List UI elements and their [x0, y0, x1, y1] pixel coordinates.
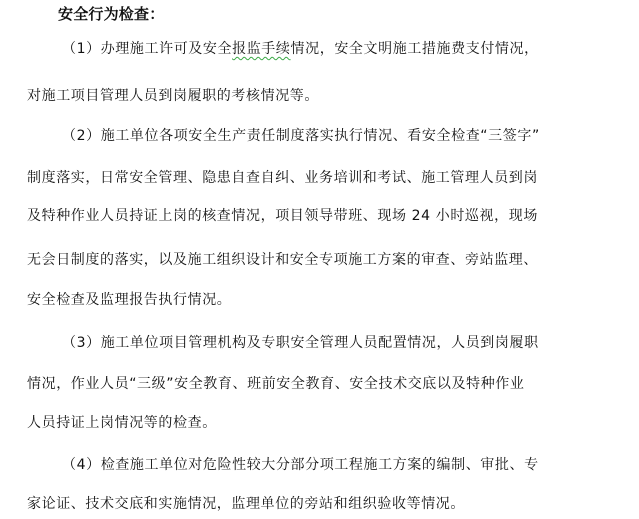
- paragraph-1-line-1: [62, 39, 539, 59]
- section-heading: 安全行为检查：: [58, 5, 165, 23]
- spellcheck-underlined-text: 报监手续: [232, 41, 291, 57]
- line-text-part-1: （1）办理施工许可及安全: [62, 41, 233, 57]
- paragraph-2-line-4: 无会日制度的落实，以及施工组织设计和安全专项施工方案的审查、旁站监理、: [27, 252, 538, 268]
- paragraph-3-line-3: 人员持证上岗情况等的检查。: [27, 415, 217, 431]
- paragraph-2-line-1: （2）施工单位各项安全生产责任制度落实执行情况、看安全检查“三签字”: [62, 128, 540, 144]
- paragraph-4-line-2: 家论证、技术交底和实施情况，监理单位的旁站和组织验收等情况。: [27, 496, 465, 512]
- paragraph-2-line-2: 制度落实，日常安全管理、隐患自查自纠、业务培训和考试、施工管理人员到岗: [27, 170, 538, 186]
- paragraph-4-line-1: （4）检查施工单位对危险性较大分部分项工程施工方案的编制、审批、专: [62, 457, 539, 473]
- paragraph-3-line-2: 情况，作业人员“三级”安全教育、班前安全教育、安全技术交底以及特种作业: [27, 376, 525, 392]
- paragraph-3-line-1: （3）施工单位项目管理机构及专职安全管理人员配置情况，人员到岗履职: [62, 335, 539, 351]
- paragraph-1-line-2: 对施工项目管理人员到岗履职的考核情况等。: [27, 88, 319, 104]
- line-text-part-2: 情况，安全文明施工措施费支付情况，: [290, 41, 539, 57]
- paragraph-2-line-5: 安全检查及监理报告执行情况。: [27, 292, 232, 308]
- paragraph-2-line-3: 及特种作业人员持证上岗的核查情况，项目领导带班、现场 24 小时巡视，现场: [27, 208, 538, 224]
